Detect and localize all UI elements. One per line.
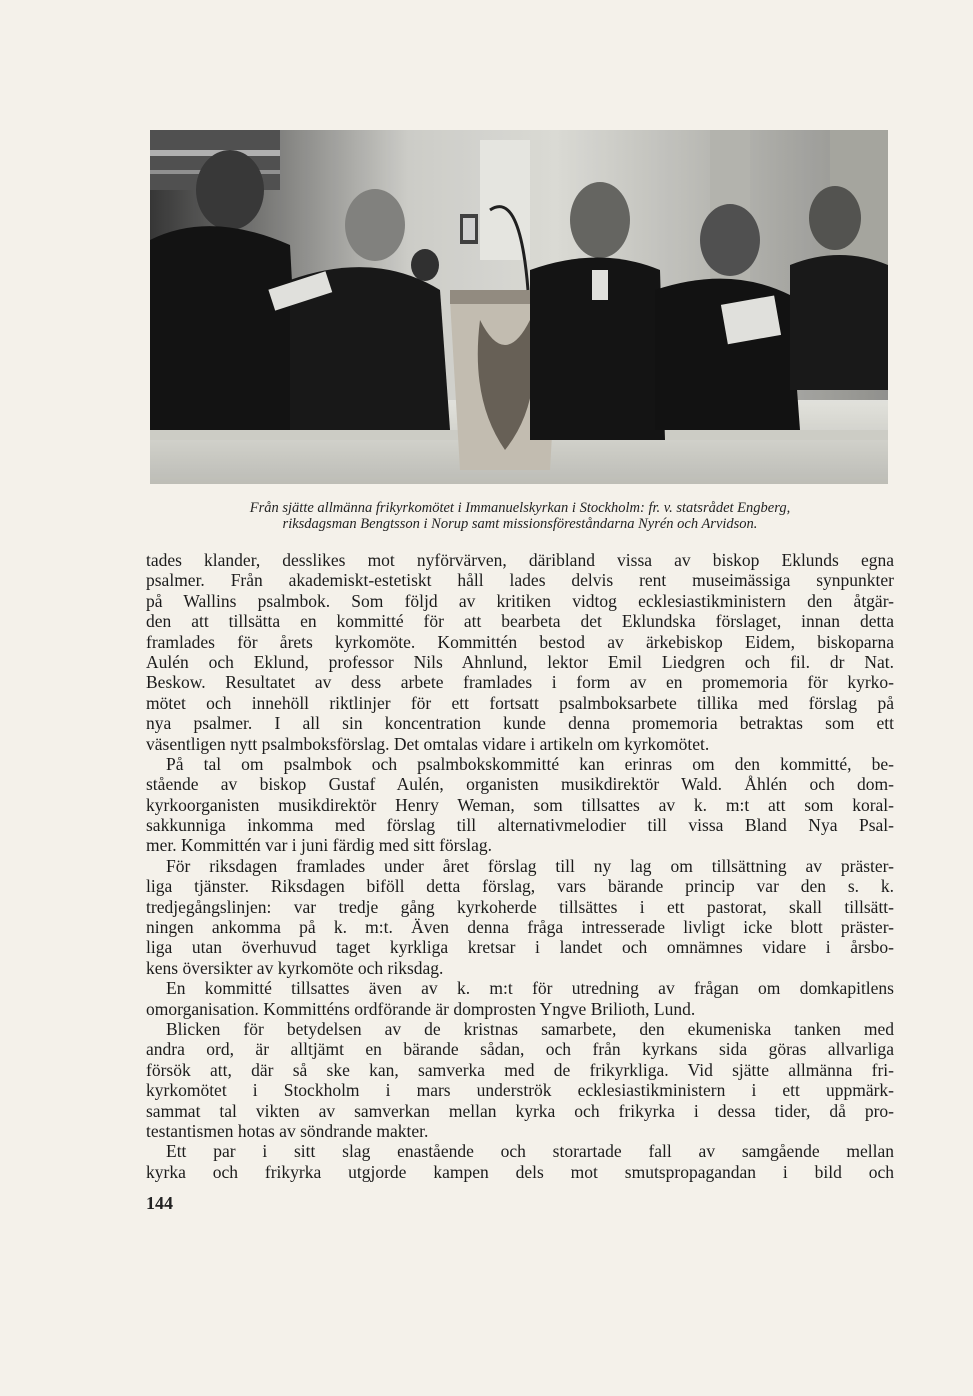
body-line: Blicken för betydelsen av de kristnas samarbete, den ekumeniska tanken med [166, 1018, 894, 1039]
body-line: liga tjänster. Riksdagen biföll detta förslag, vars bärande princip var den s. k. [146, 876, 894, 897]
body-line: sammat tal vikten av samverkan mellan kyrka och frikyrka i dessa tider, då pro- [146, 1100, 894, 1121]
photograph-image [150, 130, 888, 484]
body-line: tades klander, desslikes mot nyförvärven, däribland vissa av biskop Eklunds egna [146, 550, 894, 570]
body-text [146, 550, 894, 1182]
page-number: 144 [146, 1193, 173, 1213]
body-line: försök att, där så ske kan, samverka med de frikyrkliga. Vid sjätte allmänna fri- [146, 1059, 894, 1080]
body-line: liga utan överhuvud taget kyrkliga kretsar i landet och omnämnes vidare i årsbo- [146, 937, 894, 958]
body-line: omorganisation. Kommitténs ordförande är domprosten Yngve Brilioth, Lund. [146, 998, 696, 1019]
caption-line-2: riksdagsman Bengtsson i Norup samt missionsföreståndarna Nyrén och Arvidson. [282, 516, 758, 532]
body-line: sakkunniga inkomma med förslag till alternativmelodier till vissa Bland Nya Psal- [146, 815, 894, 836]
body-line: kens översikter av kyrkomöte och riksdag. [146, 957, 444, 978]
body-line: kyrkoorganisten musikdirektör Henry Weman, som tillsattes av k. m:t att som koral- [146, 794, 894, 815]
body-line: mer. Kommittén var i juni färdig med sitt förslag. [146, 835, 493, 856]
body-line: Beskow. Resultatet av dess arbete framlades i form av en promemoria för kyrko- [146, 672, 894, 693]
body-line: väsentligen nytt psalmboksförslag. Det omtalas vidare i artikeln om kyrkomötet. [146, 733, 710, 754]
body-line: ningen ankomma på k. m:t. Även denna fråga intresserade livligt icke blott präster- [146, 917, 894, 938]
body-line: på Wallins psalmbok. Som följd av kritiken vidtog ecklesiastikministern den åtgär- [146, 590, 894, 611]
body-line: psalmer. Från akademiskt-estetiskt håll lades delvis rent museimässiga synpunkter [146, 570, 894, 591]
body-line: stående av biskop Gustaf Aulén, organisten musikdirektör Wald. Åhlén och dom- [146, 774, 894, 795]
body-line: mötet och innehöll riktlinjer för ett fortsatt psalmboksarbete tillika med förslag på [146, 692, 894, 713]
body-line: Aulén och Eklund, professor Nils Ahnlund, lektor Emil Liedgren och fil. dr Nat. [146, 651, 894, 672]
body-line: andra ord, är alltjämt en bärande sådan, och från kyrkans sida göras allvarliga [146, 1039, 894, 1060]
body-line: kyrka och frikyrka utgjorde kampen dels mot smutspropagandan i bild och [146, 1161, 894, 1182]
photograph [150, 130, 888, 484]
body-line: En kommitté tillsattes även av k. m:t för utredning av frågan om domkapitlens [166, 978, 894, 999]
body-line: kyrkomötet i Stockholm i mars underströk ecklesiastikministern i ett uppmärk- [146, 1080, 894, 1101]
caption-line-1: Från sjätte allmänna frikyrkomötet i Immanuelskyrkan i Stockholm: fr. v. statsrådet Engberg, [249, 500, 791, 516]
body-line: Ett par i sitt slag enastående och storartade fall av samgående mellan [166, 1141, 894, 1162]
body-line: tredjegångslinjen: var tredje gång kyrkoherde tillsättes i ett pastorat, skall tillsätt- [146, 896, 894, 917]
body-line: På tal om psalmbok och psalmbokskommitté kan erinras om den kommitté, be- [166, 753, 894, 774]
body-line: testantismen hotas av söndrande makter. [146, 1120, 429, 1141]
body-line: den att tillsätta en kommitté för att bearbeta det Eklundska förslaget, innan detta [146, 611, 894, 632]
photo-caption [140, 500, 900, 532]
body-line: För riksdagen framlades under året förslag till ny lag om tillsättning av präster- [166, 855, 894, 876]
body-line: nya psalmer. I all sin koncentration kunde denna promemoria betraktas som ett [146, 713, 894, 734]
body-line: framlades för årets kyrkomöte. Kommittén bestod av ärkebiskop Eidem, biskoparna [146, 631, 894, 652]
